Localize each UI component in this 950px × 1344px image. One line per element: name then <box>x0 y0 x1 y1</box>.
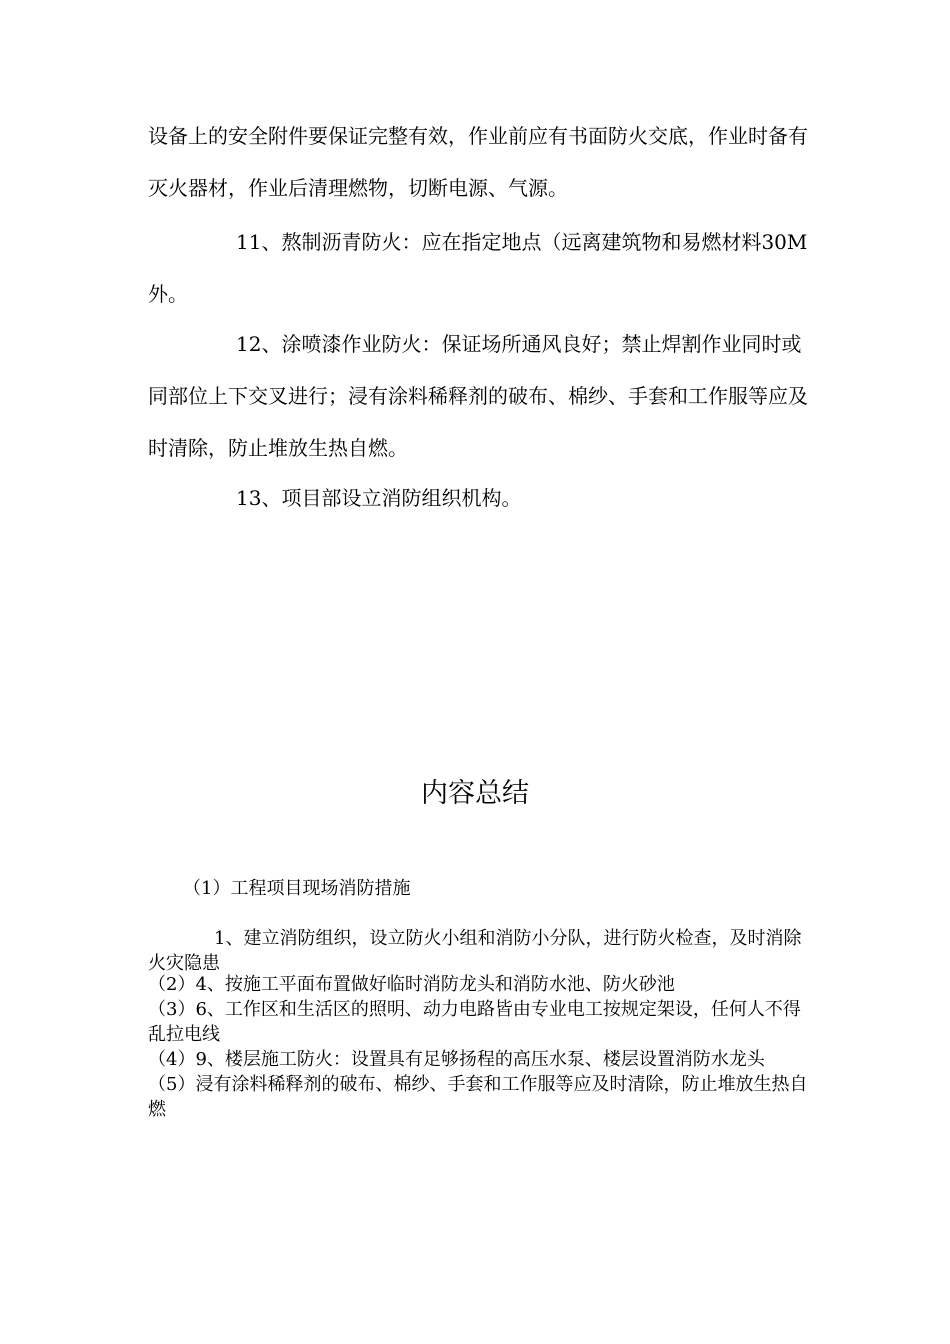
summary-heading: （1）工程项目现场消防措施 <box>183 878 411 899</box>
summary-item-2: （2）4、按施工平面布置做好临时消防龙头和消防水池、防火砂池 <box>148 974 675 995</box>
summary-item-3: （3）6、工作区和生活区的照明、动力电路皆由专业电工按规定架设，任何人不得乱拉电线 <box>148 999 801 1045</box>
paragraph-item-11: 11、熬制沥青防火：应在指定地点（远离建筑物和易燃材料30M外。 <box>148 230 808 306</box>
summary-item-5: （5）浸有涂料稀释剂的破布、棉纱、手套和工作服等应及时清除，防止堆放生热自燃 <box>148 1074 808 1120</box>
paragraph-item-13: 13、项目部设立消防组织机构。 <box>236 486 522 510</box>
paragraph-continuation: 设备上的安全附件要保证完整有效，作业前应有书面防火交底，作业时备有灭火器材，作业后清理燃物，切断电源、气源。 <box>148 124 808 200</box>
summary-item-4: （4）9、楼层施工防火：设置具有足够扬程的高压水泵、楼层设置消防水龙头 <box>148 1049 765 1070</box>
paragraph-item-12: 12、涂喷漆作业防火：保证场所通风良好；禁止焊割作业同时或同部位上下交叉进行；浸有涂料稀释剂的破布、棉纱、手套和工作服等应及时清除，防止堆放生热自燃。 <box>148 332 808 460</box>
summary-title: 内容总结 <box>421 778 529 809</box>
summary-list <box>148 972 808 1122</box>
summary-item-1: 1、建立消防组织，设立防火小组和消防小分队，进行防火检查，及时消除火灾隐患 <box>148 928 802 974</box>
